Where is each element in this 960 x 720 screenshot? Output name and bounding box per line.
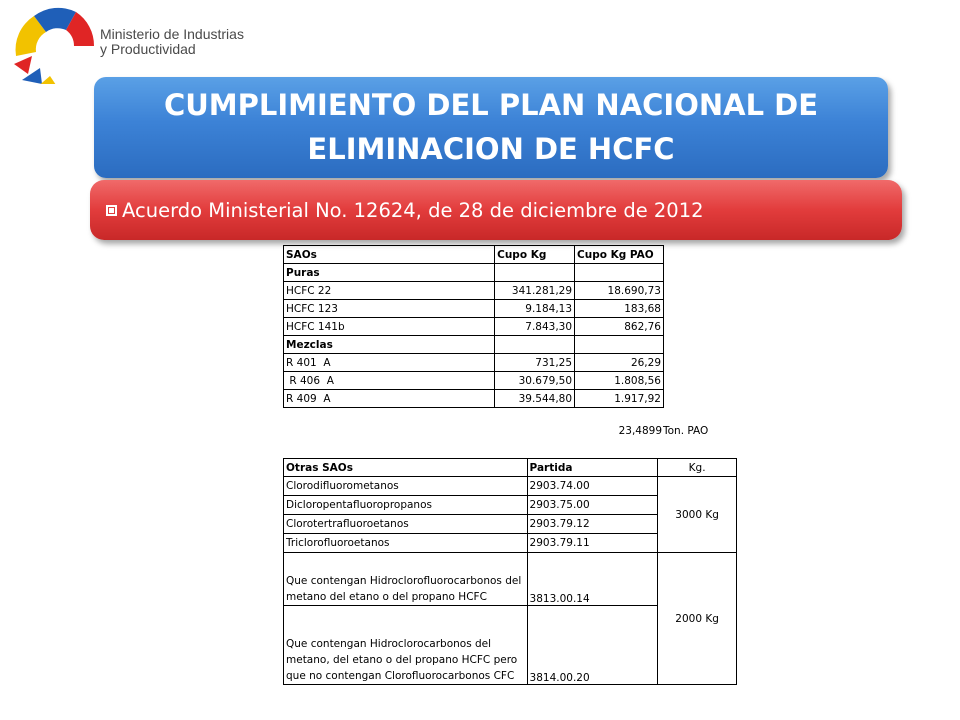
table-row	[284, 318, 664, 336]
row-label: HCFC 141b	[284, 318, 495, 336]
ministry-name	[100, 27, 244, 57]
cupo-kg-cell: 731,25	[495, 354, 575, 372]
table-row	[284, 282, 664, 300]
kg-group1-cell: 3000 Kg	[658, 477, 737, 553]
header-otras-saos: Otras SAOs	[284, 459, 528, 477]
header-kg: Kg.	[658, 459, 737, 477]
total-pao-unit: Ton. PAO	[663, 425, 709, 437]
cupo-pao-cell	[575, 336, 664, 354]
table-row	[284, 336, 664, 354]
table-row	[284, 390, 664, 408]
row-label: R 409 A	[284, 390, 495, 408]
table-row	[284, 300, 664, 318]
header-partida: Partida	[527, 459, 658, 477]
sao-quota-table	[283, 245, 664, 408]
page-title-line2: ELIMINACION DE HCFC	[307, 132, 675, 166]
table-row	[284, 553, 737, 606]
cupo-kg-cell: 30.679,50	[495, 372, 575, 390]
kg-group2-cell: 2000 Kg	[658, 553, 737, 685]
cupo-pao-cell: 1.917,92	[575, 390, 664, 408]
other-saos-table	[283, 458, 737, 685]
partida-cell: 2903.74.00	[527, 477, 658, 496]
substance-cell: Dicloropentafluoropropanos	[284, 496, 528, 515]
substance-cell: Triclorofluoroetanos	[284, 534, 528, 553]
cupo-pao-cell: 26,29	[575, 354, 664, 372]
page-title-line1: CUMPLIMIENTO DEL PLAN NACIONAL DE	[163, 88, 819, 122]
cupo-pao-cell: 183,68	[575, 300, 664, 318]
table-header-row	[284, 459, 737, 477]
page-title	[94, 83, 888, 171]
partida-cell: 3813.00.14	[527, 553, 658, 606]
partida-cell: 2903.79.11	[527, 534, 658, 553]
partida-cell: 2903.75.00	[527, 496, 658, 515]
substance-cell: Clorodifluorometanos	[284, 477, 528, 496]
table-row	[284, 264, 664, 282]
table-row	[284, 372, 664, 390]
cupo-pao-cell: 862,76	[575, 318, 664, 336]
partida-cell: 3814.00.20	[527, 606, 658, 685]
cupo-pao-cell	[575, 264, 664, 282]
cupo-kg-cell	[495, 336, 575, 354]
total-pao-value: 23,4899	[618, 425, 662, 437]
substance-cell: Que contengan Hidroclorocarbonos del metano, del etano o del propano HCFC pero que no contengan Clorofluorocarbonos CFC	[284, 606, 528, 685]
cupo-pao-cell: 1.808,56	[575, 372, 664, 390]
ministry-name-line1: Ministerio de Industrias	[100, 26, 244, 42]
header-saos: SAOs	[284, 246, 495, 264]
ministry-name-line2: y Productividad	[100, 41, 196, 57]
cupo-kg-cell	[495, 264, 575, 282]
cupo-kg-cell: 9.184,13	[495, 300, 575, 318]
row-label: R 406 A	[284, 372, 495, 390]
row-label: HCFC 123	[284, 300, 495, 318]
partida-cell: 2903.79.12	[527, 515, 658, 534]
row-label: HCFC 22	[284, 282, 495, 300]
substance-cell: Que contengan Hidroclorofluorocarbonos del metano del etano o del propano HCFC	[284, 553, 528, 606]
row-label: Mezclas	[284, 336, 495, 354]
table-row	[284, 477, 737, 496]
row-label: R 401 A	[284, 354, 495, 372]
checkbox-bullet-icon	[106, 205, 117, 216]
cupo-kg-cell: 341.281,29	[495, 282, 575, 300]
substance-cell: Clorotertrafluoroetanos	[284, 515, 528, 534]
header-cupo-kg: Cupo Kg	[495, 246, 575, 264]
header-cupo-kg-pao: Cupo Kg PAO	[575, 246, 664, 264]
cupo-kg-cell: 39.544,80	[495, 390, 575, 408]
cupo-kg-cell: 7.843,30	[495, 318, 575, 336]
table-header-row	[284, 246, 664, 264]
table-row	[284, 354, 664, 372]
row-label: Puras	[284, 264, 495, 282]
cupo-pao-cell: 18.690,73	[575, 282, 664, 300]
subtitle: Acuerdo Ministerial No. 12624, de 28 de diciembre de 2012	[122, 199, 704, 222]
